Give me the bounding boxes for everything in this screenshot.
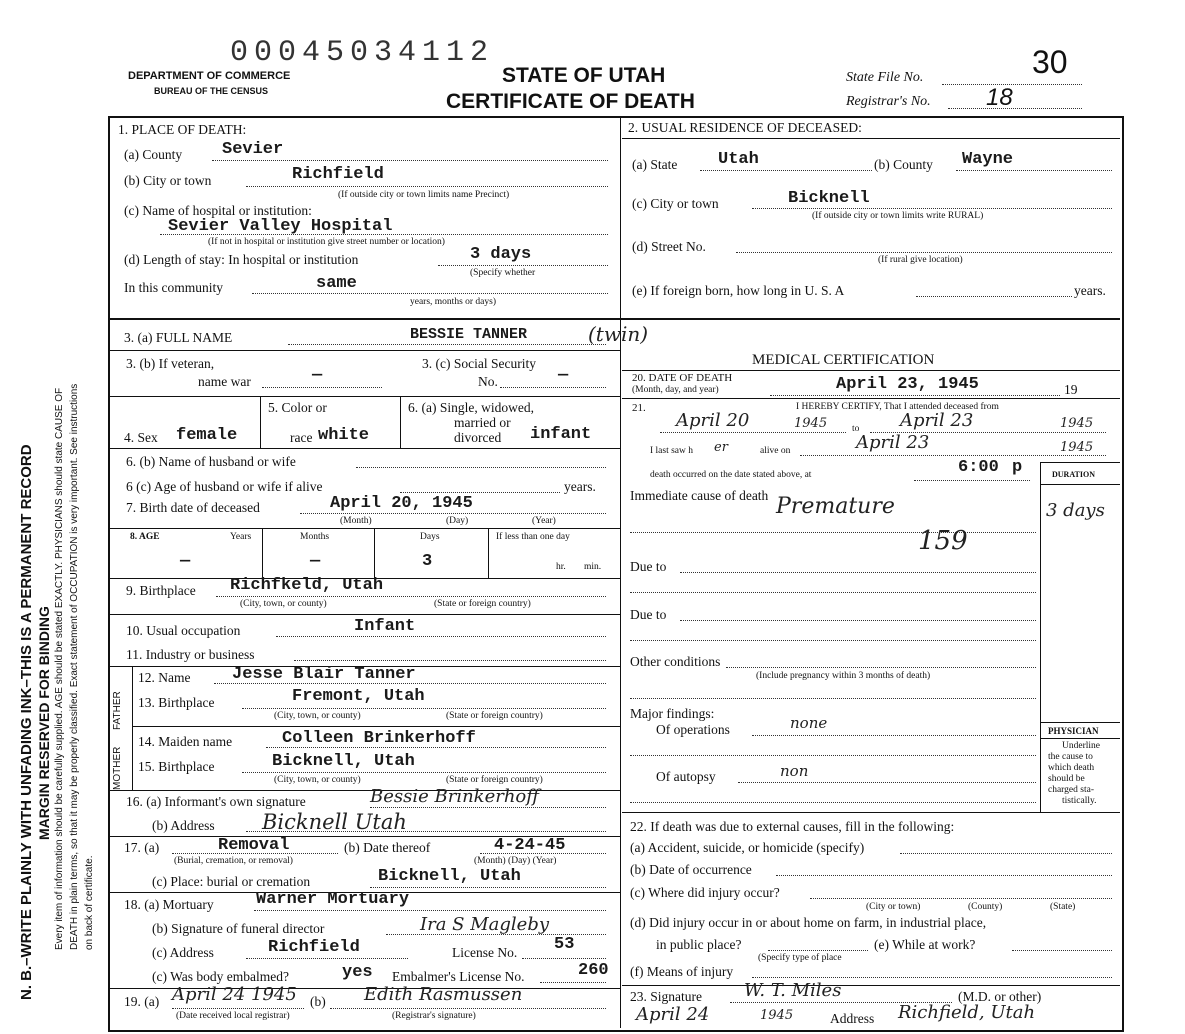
burial-type: Removal (218, 836, 290, 855)
mortuary-address-label: (c) Address (152, 945, 214, 960)
external-c-note-2: (County) (968, 902, 1003, 912)
res-street-label: (d) Street No. (632, 239, 706, 254)
war-label: name war (198, 374, 251, 389)
last-seen-pronoun: er (714, 440, 728, 455)
father-birthplace-note-2: (State or foreign country) (446, 711, 543, 721)
physician-sig-label: 23. Signature (630, 989, 702, 1004)
pod-county-label: (a) County (124, 147, 183, 162)
attended-to-year: 1945 (1060, 416, 1094, 431)
birth-month-note: (Month) (340, 516, 372, 526)
state-file-label: State File No. (846, 70, 924, 85)
birth-label: 7. Birth date of deceased (126, 500, 260, 515)
physician-box-line-2: the cause to (1048, 752, 1093, 762)
autopsy-finding: non (780, 762, 809, 780)
informant-signature: Bessie Brinkerhoff (370, 786, 540, 807)
mortuary-label: 18. (a) Mortuary (124, 897, 214, 912)
death-date-19: 19 (1064, 382, 1078, 397)
autopsy-label: Of autopsy (656, 769, 716, 784)
color-label: 5. Color or (268, 400, 327, 415)
burial-place: Bicknell, Utah (378, 867, 521, 886)
age-days-label: Days (420, 532, 440, 542)
director-label: (b) Signature of funeral director (152, 921, 325, 936)
burial-date: 4-24-45 (494, 836, 566, 855)
other-conditions-note: (Include pregnancy within 3 months of death) (756, 671, 931, 681)
external-d: (d) Did injury occur in or about home on farm, in industrial place, (630, 915, 987, 930)
registrar-number: 18 (986, 84, 1013, 111)
res-county-label: (b) County (874, 157, 933, 172)
physician-box-line-1: Underline (1062, 741, 1100, 751)
birth-year-note: (Year) (532, 516, 556, 526)
physician-box-line-5: charged sta- (1048, 785, 1094, 795)
res-city: Bicknell (788, 189, 870, 208)
burial-place-label: (c) Place: burial or cremation (152, 874, 311, 889)
birth-date: April 20, 1945 (330, 494, 473, 513)
certify-text: I HEREBY CERTIFY, That I attended deceased from (796, 402, 999, 412)
major-findings-label: Major findings: (630, 706, 715, 721)
physician-box-line-3: which death (1048, 763, 1095, 773)
father-birthplace-label: 13. Birthplace (138, 695, 215, 710)
external-a: (a) Accident, suicide, or homicide (specify) (630, 840, 865, 855)
age-days: 3 (422, 552, 433, 571)
external-d-note: (Specify type of place (758, 953, 842, 963)
physician-sig-year: 1945 (760, 1008, 794, 1023)
age-months: — (310, 552, 321, 571)
mother-birthplace-note-1: (City, town, or county) (274, 775, 361, 785)
death-date-label: 20. DATE OF DEATH (632, 372, 733, 384)
res-street-note: (If rural give location) (878, 255, 963, 265)
registrar-note: (Registrar's signature) (392, 1011, 476, 1021)
operations-finding: none (790, 714, 828, 732)
burial-date-note: (Month) (Day) (Year) (474, 856, 557, 866)
occupation: Infant (354, 617, 416, 636)
res-foreign-label: (e) If foreign born, how long in U. S. A (632, 283, 845, 298)
physician-sig-date: April 24 (636, 1004, 710, 1025)
birthplace-note-2: (State or foreign country) (434, 599, 531, 609)
war-value: — (312, 366, 323, 385)
department: DEPARTMENT OF COMMERCE (128, 70, 291, 82)
occurred-label: death occurred on the date stated above, at (650, 470, 812, 480)
immediate-duration: 3 days (1046, 500, 1105, 521)
veteran-label: 3. (b) If veteran, (126, 356, 215, 371)
external-b: (b) Date of occurrence (630, 862, 752, 877)
immediate-cause: Premature (776, 494, 895, 519)
father-side-label: FATHER (112, 691, 123, 730)
mother-birthplace-note-2: (State or foreign country) (446, 775, 543, 785)
director-signature: Ira S Magleby (420, 914, 550, 935)
certificate-title: CERTIFICATE OF DEATH (446, 90, 695, 113)
pod-community-note: years, months or days) (410, 297, 497, 307)
sex: female (176, 426, 238, 445)
received-label: 19. (a) (124, 994, 160, 1009)
ss-no-label: No. (478, 374, 498, 389)
physician-address-label: Address (830, 1011, 875, 1026)
burial-date-label: (b) Date thereof (344, 840, 431, 855)
license-number: 53 (554, 935, 575, 954)
state-file-number: 30 (1032, 44, 1068, 80)
pod-city: Richfield (292, 165, 384, 184)
res-county: Wayne (962, 150, 1014, 169)
res-state-label: (a) State (632, 157, 678, 172)
physician-box-line-6: tistically. (1062, 796, 1097, 806)
mother-name-label: 14. Maiden name (138, 734, 233, 749)
other-conditions-label: Other conditions (630, 654, 721, 669)
embalmed-label: (c) Was body embalmed? (152, 969, 289, 984)
serial-number: 00045034112 (230, 36, 495, 70)
spouse-label: 6. (b) Name of husband or wife (126, 454, 296, 469)
place-of-death-heading: 1. PLACE OF DEATH: (118, 122, 247, 137)
last-seen-year: 1945 (1060, 440, 1094, 455)
mother-side-label: MOTHER (112, 746, 123, 790)
sex-label: 4. Sex (124, 430, 158, 445)
alive-label: alive on (760, 446, 791, 456)
registrar-sig-label: (b) (310, 994, 326, 1009)
marital-label: 6. (a) Single, widowed, (408, 400, 534, 415)
physician-signature: W. T. Miles (744, 980, 842, 1001)
pod-hospital: Sevier Valley Hospital (168, 217, 393, 236)
mother-birthplace: Bicknell, Utah (272, 752, 415, 771)
operations-label: Of operations (656, 722, 730, 737)
race-label: race (290, 430, 313, 445)
embalmer-number: 260 (578, 961, 609, 980)
attended-to: April 23 (900, 410, 974, 431)
bureau: BUREAU OF THE CENSUS (154, 86, 269, 96)
external-c-note-3: (State) (1050, 902, 1076, 912)
informant-address-label: (b) Address (152, 818, 215, 833)
death-time-suffix: p (1012, 458, 1023, 477)
mother-name: Colleen Brinkerhoff (282, 729, 476, 748)
burial-label: 17. (a) (124, 840, 160, 855)
medical-heading: MEDICAL CERTIFICATION (752, 352, 935, 368)
spouse-age-years: years. (564, 479, 596, 494)
marital-status: infant (530, 425, 592, 444)
ss-label: 3. (c) Social Security (422, 356, 536, 371)
age-years-label: Years (230, 532, 252, 542)
full-name: BESSIE TANNER (410, 326, 528, 343)
cause-code: 159 (918, 526, 968, 556)
registrar-signature: Edith Rasmussen (364, 984, 523, 1005)
father-name-label: 12. Name (138, 670, 191, 685)
margin-binding-note: MARGIN RESERVED FOR BINDING (36, 606, 52, 840)
pod-community: same (316, 274, 357, 293)
mortuary: Warner Mortuary (256, 890, 410, 909)
physician-address: Richfield, Utah (898, 1002, 1036, 1023)
last-seen-label: I last saw h (650, 446, 694, 456)
margin-warning: N. B.–WRITE PLAINLY WITH UNFADING INK–THIS IS A PERMANENT RECORD (18, 444, 35, 1000)
full-name-label: 3. (a) FULL NAME (124, 330, 233, 345)
ss-value: — (558, 366, 569, 385)
state-title: STATE OF UTAH (502, 64, 666, 87)
pod-stay: 3 days (470, 245, 532, 264)
mother-birthplace-label: 15. Birthplace (138, 759, 215, 774)
pod-community-label: In this community (124, 280, 223, 295)
margin-instructions-2: DEATH in plain terms, so that it may be properly classified. Exact statement of OCCUPATION is very important. See instructions (69, 383, 80, 950)
certify-number: 21. (632, 402, 646, 414)
res-years-label: years. (1074, 283, 1106, 298)
res-city-note: (If outside city or town limits write RURAL) (812, 211, 984, 221)
death-date-note: (Month, day, and year) (632, 385, 719, 395)
full-name-annotation: (twin) (588, 322, 649, 346)
birthplace: Richfkeld, Utah (230, 576, 384, 595)
external-heading: 22. If death was due to external causes, fill in the following: (630, 819, 955, 834)
pod-city-note: (If outside city or town limits name Precinct) (338, 190, 510, 200)
pod-county: Sevier (222, 140, 284, 159)
registrar-label: Registrar's No. (846, 94, 931, 109)
pod-hospital-note: (If not in hospital or institution give street number or location) (208, 237, 445, 247)
immediate-cause-label: Immediate cause of death (630, 488, 769, 503)
margin-instructions-1: Every item of information should be carefully supplied. AGE should be stated EXACTLY. PHYSICIANS should state CAUSE OF (54, 387, 65, 950)
spouse-age-label: 6 (c) Age of husband or wife if alive (126, 479, 323, 494)
informant-address: Bicknell Utah (262, 810, 407, 834)
age-label: 8. AGE (130, 532, 160, 542)
occupation-label: 10. Usual occupation (126, 623, 241, 638)
death-date: April 23, 1945 (836, 375, 979, 394)
external-c-note-1: (City or town) (866, 902, 921, 912)
burial-note: (Burial, cremation, or removal) (174, 856, 293, 866)
due-to-2-label: Due to (630, 607, 667, 622)
external-f: (f) Means of injury (630, 964, 734, 979)
physician-box-title: PHYSICIAN (1048, 726, 1099, 736)
license-label: License No. (452, 945, 518, 960)
mortuary-address: Richfield (268, 938, 360, 957)
father-birthplace: Fremont, Utah (292, 687, 425, 706)
age-years: — (180, 552, 191, 571)
age-hr-label: hr. (556, 562, 566, 572)
attended-from: April 20 (676, 410, 750, 431)
marital-label-3: divorced (454, 430, 502, 445)
external-d-2: in public place? (656, 937, 742, 952)
birthplace-note-1: (City, town, or county) (240, 599, 327, 609)
due-to-1-label: Due to (630, 559, 667, 574)
attended-to-label: to (852, 424, 860, 434)
res-city-label: (c) City or town (632, 196, 719, 211)
age-min-label: min. (584, 562, 602, 572)
pod-stay-label: (d) Length of stay: In hospital or institution (124, 252, 359, 267)
pod-specify-note: (Specify whether (470, 268, 536, 278)
received-note: (Date received local registrar) (176, 1011, 290, 1021)
external-e: (e) While at work? (874, 937, 976, 952)
marital-label-2: married or (454, 415, 511, 430)
embalmed: yes (342, 963, 373, 982)
received-date: April 24 1945 (172, 984, 297, 1005)
duration-label: DURATION (1052, 470, 1095, 479)
last-seen-date: April 23 (856, 432, 930, 453)
age-months-label: Months (300, 532, 330, 542)
death-time: 6:00 (958, 458, 999, 477)
physician-box-line-4: should be (1048, 774, 1085, 784)
attended-from-year: 1945 (794, 416, 828, 431)
physician-md-label: (M.D. or other) (958, 989, 1042, 1004)
father-birthplace-note-1: (City, town, or county) (274, 711, 361, 721)
res-state: Utah (718, 150, 759, 169)
embalmer-label: Embalmer's License No. (392, 969, 525, 984)
pod-city-label: (b) City or town (124, 173, 212, 188)
informant-sig-label: 16. (a) Informant's own signature (126, 794, 306, 809)
race: white (318, 426, 370, 445)
industry-label: 11. Industry or business (126, 647, 255, 662)
residence-heading: 2. USUAL RESIDENCE OF DECEASED: (628, 120, 862, 135)
age-lt-label: If less than one day (496, 532, 570, 542)
margin-instructions-3: on back of certificate. (84, 855, 95, 950)
pod-hospital-label: (c) Name of hospital or institution: (124, 203, 312, 218)
external-c: (c) Where did injury occur? (630, 885, 780, 900)
father-name: Jesse Blair Tanner (232, 665, 416, 684)
birthplace-label: 9. Birthplace (126, 583, 196, 598)
birth-day-note: (Day) (446, 516, 469, 526)
